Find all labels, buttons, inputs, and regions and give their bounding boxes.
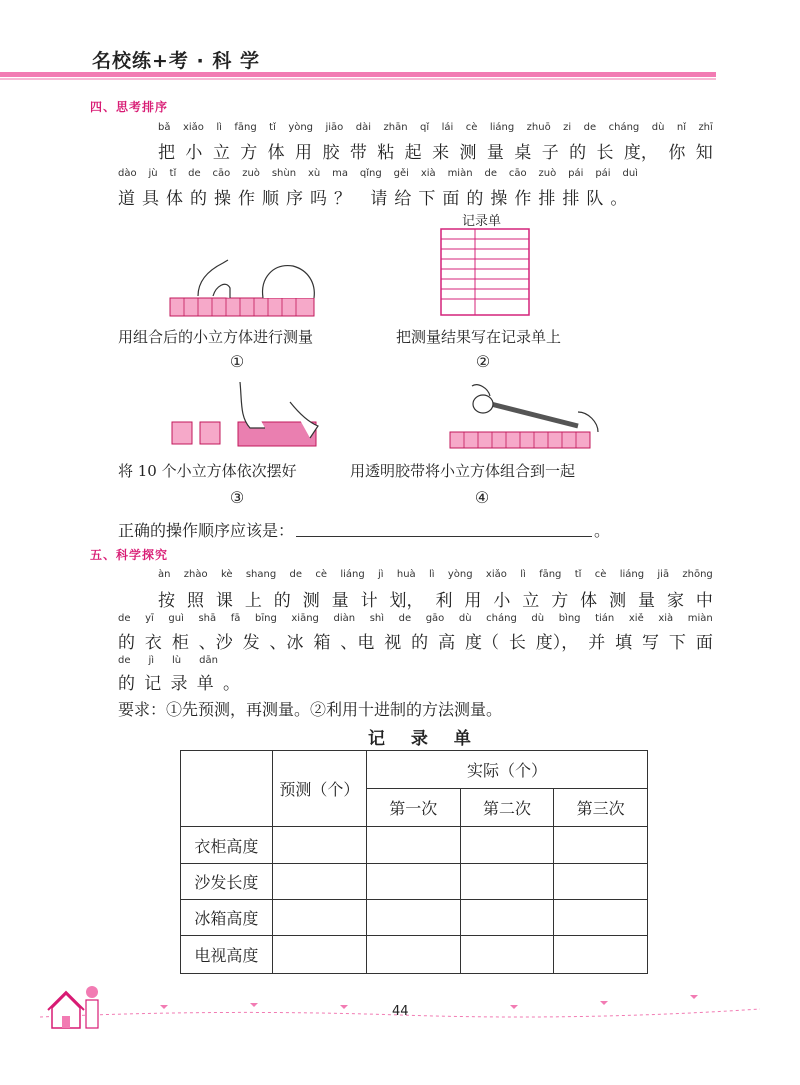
pinyin-syllable: cháng (608, 122, 640, 133)
input-cell[interactable] (366, 864, 460, 900)
text-char: 照 (186, 591, 204, 611)
text-char: 中 (695, 591, 713, 611)
pinyin-syllable: cháng (486, 613, 517, 624)
pinyin-syllable: qǐng (359, 168, 382, 179)
page-number: 44 (392, 1004, 409, 1019)
step4-number: ④ (474, 488, 490, 507)
text-char: 箱 (313, 633, 331, 653)
pinyin-syllable: xià (420, 168, 436, 179)
section5-title: 五、科学探究 (90, 548, 169, 562)
text-char: 的 (569, 143, 587, 163)
text-char: 量 (486, 143, 504, 163)
step3-number: ③ (229, 488, 245, 507)
text-char: 家 (666, 591, 684, 611)
text-char: 视 (384, 633, 402, 653)
pinyin-syllable: guì (168, 613, 184, 624)
pinyin-syllable: de (583, 122, 597, 133)
text-char: 度（ (464, 633, 499, 653)
pinyin-syllable: fā (230, 613, 241, 624)
pinyin-syllable: bìng (558, 613, 581, 624)
row-label: 沙发长度 (181, 864, 273, 900)
section4-text-line1 (158, 138, 713, 163)
requirement-text: 要求：①先预测，再测量。②利用十进制的方法测量。 (118, 700, 503, 719)
text-char: 起 (404, 143, 422, 163)
text-char: 记 (144, 674, 162, 694)
pinyin-syllable: lì (520, 569, 526, 580)
pinyin-syllable: shā (198, 613, 217, 624)
text-char: 的 (273, 591, 291, 611)
text-char: 胶 (322, 143, 340, 163)
text-char: 计 (360, 591, 378, 611)
input-cell[interactable] (460, 900, 554, 936)
pinyin-syllable: jù (148, 168, 158, 179)
section4-text-line2: 道具体的操作顺序吗？ 请给下面的操作排排队。 (118, 189, 635, 209)
pinyin-syllable: fāng (234, 122, 257, 133)
pinyin-syllable: de (188, 168, 201, 179)
text-char: 单 (196, 674, 214, 694)
pinyin-syllable: tǐ (269, 122, 276, 133)
text-char: 用 (464, 591, 482, 611)
text-char: 把 (158, 143, 175, 163)
header-bar-secondary (0, 78, 716, 80)
pinyin-syllable: tǐ (574, 569, 582, 580)
text-char: 度， (623, 143, 658, 163)
input-cell[interactable] (554, 936, 648, 974)
pinyin-syllable: àn (158, 569, 171, 580)
step4-caption: 用透明胶带将小立方体组合到一起 (350, 462, 576, 480)
text-char: 写 (642, 633, 659, 653)
pinyin-syllable: lì (429, 569, 435, 580)
text-char: 的 (411, 633, 429, 653)
text-char: 你 (668, 143, 686, 163)
pinyin-syllable: dài (355, 122, 372, 133)
pinyin-syllable: yòng (447, 569, 473, 580)
pinyin-syllable: dù (531, 613, 545, 624)
input-cell[interactable] (366, 900, 460, 936)
pinyin-syllable: shang (245, 569, 277, 580)
pinyin-syllable: zhuō (526, 122, 551, 133)
text-char: 带 (349, 143, 367, 163)
pinyin-syllable: zuò (242, 168, 260, 179)
pinyin-syllable: jiā (657, 569, 670, 580)
text-char: 长 (508, 633, 526, 653)
pinyin-syllable: lái (441, 122, 454, 133)
pinyin-syllable: zuò (538, 168, 557, 179)
pinyin-syllable: shùn (271, 168, 297, 179)
answer-end: 。 (594, 521, 611, 540)
section4-pinyin-line2 (118, 168, 638, 179)
pinyin-syllable: bǎ (158, 122, 171, 133)
text-char: 测 (609, 591, 627, 611)
record-table-title: 记 录 单 (368, 729, 481, 749)
pinyin-syllable: liáng (340, 569, 365, 580)
pinyin-syllable: liáng (489, 122, 515, 133)
text-char: 发 (242, 633, 260, 653)
pinyin-syllable: cāo (212, 168, 231, 179)
pinyin-syllable: fāng (539, 569, 562, 580)
table-row (181, 936, 648, 974)
pinyin-syllable: nǐ (676, 122, 686, 133)
text-char: 柜 (171, 633, 189, 653)
step3-illustration (170, 382, 330, 450)
pinyin-syllable: dān (199, 655, 218, 666)
table-header-row (181, 751, 648, 789)
pinyin-syllable: xiāng (291, 613, 319, 624)
text-char: 上 (244, 591, 262, 611)
table-row (181, 900, 648, 936)
subheader-second: 第二次 (460, 789, 554, 827)
pinyin-syllable: tǐ (169, 168, 177, 179)
text-char: 录 (170, 674, 188, 694)
pinyin-syllable: lì (216, 122, 222, 133)
pinyin-syllable: jì (378, 569, 384, 580)
text-char: 体 (580, 591, 598, 611)
text-char: 按 (158, 591, 175, 611)
predict-header: 预测（个） (272, 751, 366, 827)
text-char: 体 (267, 143, 285, 163)
pinyin-syllable: diàn (333, 613, 356, 624)
pinyin-syllable: xiě (628, 613, 644, 624)
pinyin-syllable: xiǎo (485, 569, 507, 580)
pinyin-syllable: zhī (698, 122, 713, 133)
pinyin-syllable: miàn (687, 613, 713, 624)
pinyin-syllable: jì (148, 655, 155, 666)
pinyin-syllable: dù (651, 122, 665, 133)
header-title: 名校练+考 · 科 学 (92, 50, 260, 72)
table-corner-cell (181, 751, 273, 827)
text-char: 填 (615, 633, 633, 653)
text-char: 的 (118, 674, 135, 694)
pinyin-syllable: liáng (619, 569, 645, 580)
subheader-first: 第一次 (366, 789, 460, 827)
text-char: 量 (331, 591, 349, 611)
pinyin-syllable: de (484, 168, 497, 179)
text-char: 高 (438, 633, 456, 653)
pinyin-syllable: yī (145, 613, 154, 624)
step3-caption: 将 10 个小立方体依次摆好 (118, 462, 297, 480)
input-cell[interactable] (554, 827, 648, 864)
text-char: 知 (695, 143, 713, 163)
pinyin-syllable: cè (465, 122, 478, 133)
text-char: 面 (695, 633, 713, 653)
pinyin-syllable: zhōng (682, 569, 713, 580)
pinyin-syllable: lù (172, 655, 182, 666)
input-cell[interactable] (460, 827, 554, 864)
text-char: 、沙 (198, 633, 233, 653)
text-char: 长 (596, 143, 614, 163)
pinyin-syllable: bīng (254, 613, 277, 624)
text-char: 课 (215, 591, 233, 611)
step1-number: ① (229, 352, 245, 371)
input-cell[interactable] (460, 936, 554, 974)
pinyin-syllable: dù (458, 613, 472, 624)
pinyin-syllable: de (118, 655, 131, 666)
pinyin-syllable: dào (118, 168, 137, 179)
pinyin-syllable: duì (622, 168, 638, 179)
answer-prompt: 正确的操作顺序应该是： (118, 521, 295, 540)
pinyin-syllable: de (118, 613, 131, 624)
text-char: 利 (435, 591, 453, 611)
text-char: 小 (493, 591, 511, 611)
text-char: 测 (302, 591, 320, 611)
section5-pinyin-line1 (158, 569, 713, 580)
pinyin-syllable: gāo (425, 613, 445, 624)
row-label: 冰箱高度 (181, 900, 273, 936)
pinyin-syllable: cè (315, 569, 327, 580)
input-cell[interactable] (460, 864, 554, 900)
section5-pinyin-line3 (118, 655, 218, 666)
pinyin-syllable: de (398, 613, 412, 624)
section5-pinyin-line2 (118, 613, 713, 624)
pinyin-syllable: shì (369, 613, 385, 624)
record-sheet-label: 记录单 (462, 214, 502, 229)
step2-number: ② (475, 352, 491, 371)
pinyin-syllable: xiǎo (182, 122, 204, 133)
step4-illustration (448, 382, 608, 450)
pinyin-syllable: yòng (288, 122, 314, 133)
pinyin-syllable: pái (595, 168, 611, 179)
pinyin-syllable: cè (594, 569, 607, 580)
table-row (181, 827, 648, 864)
answer-blank[interactable] (296, 536, 592, 537)
text-char: 、冰 (269, 633, 304, 653)
text-char: 划， (389, 591, 424, 611)
input-cell[interactable] (272, 936, 366, 974)
pinyin-syllable: zhào (183, 569, 208, 580)
text-char: 度）， (535, 633, 579, 653)
pinyin-syllable: ma (332, 168, 349, 179)
pinyin-syllable: cāo (508, 168, 527, 179)
pinyin-syllable: qǐ (420, 122, 430, 133)
pinyin-syllable: zi (563, 122, 572, 133)
step1-caption: 用组合后的小立方体进行测量 (118, 328, 314, 346)
actual-header: 实际（个） (366, 751, 647, 789)
input-cell[interactable] (366, 936, 460, 974)
section5-text-line3 (118, 669, 240, 694)
text-char: 来 (432, 143, 450, 163)
input-cell[interactable] (272, 900, 366, 936)
pinyin-syllable: kè (220, 569, 233, 580)
text-char: 立 (522, 591, 540, 611)
input-cell[interactable] (366, 827, 460, 864)
text-char: 小 (185, 143, 203, 163)
row-label: 电视高度 (181, 936, 273, 974)
subheader-third: 第三次 (554, 789, 648, 827)
section5-text-line2 (118, 628, 713, 653)
text-char: 。 (223, 674, 240, 694)
pinyin-syllable: xià (658, 613, 674, 624)
input-cell[interactable] (272, 827, 366, 864)
record-table (180, 750, 648, 974)
house-icon (42, 982, 106, 1030)
text-char: 粘 (377, 143, 395, 163)
row-label: 衣柜高度 (181, 827, 273, 864)
text-char: 立 (212, 143, 230, 163)
text-char: 衣 (144, 633, 162, 653)
table-row (181, 864, 648, 900)
record-sheet-image (440, 228, 530, 316)
input-cell[interactable] (554, 864, 648, 900)
text-char: 并 (588, 633, 606, 653)
text-char: 用 (295, 143, 313, 163)
text-char: 下 (668, 633, 686, 653)
pinyin-syllable: jiāo (325, 122, 344, 133)
step1-illustration (168, 258, 318, 322)
input-cell[interactable] (554, 900, 648, 936)
text-char: 方 (240, 143, 258, 163)
pinyin-syllable: huà (396, 569, 416, 580)
pinyin-syllable: zhān (383, 122, 408, 133)
step2-caption: 把测量结果写在记录单上 (396, 328, 562, 346)
text-char: 的 (118, 633, 135, 653)
header-bar (0, 72, 716, 77)
text-char: 量 (638, 591, 655, 611)
text-char: 测 (459, 143, 477, 163)
pinyin-syllable: tián (595, 613, 615, 624)
input-cell[interactable] (272, 864, 366, 900)
pinyin-syllable: xù (307, 168, 321, 179)
pinyin-syllable: gěi (393, 168, 409, 179)
text-char: 子 (541, 143, 559, 163)
text-char: 、电 (340, 633, 375, 653)
pinyin-syllable: de (289, 569, 303, 580)
section4-title: 四、思考排序 (90, 100, 169, 114)
pinyin-syllable: miàn (447, 168, 473, 179)
pinyin-syllable: pái (568, 168, 584, 179)
section4-pinyin-line1 (158, 122, 713, 133)
text-char: 方 (551, 591, 569, 611)
text-char: 桌 (514, 143, 532, 163)
section5-text-line1 (158, 586, 713, 611)
